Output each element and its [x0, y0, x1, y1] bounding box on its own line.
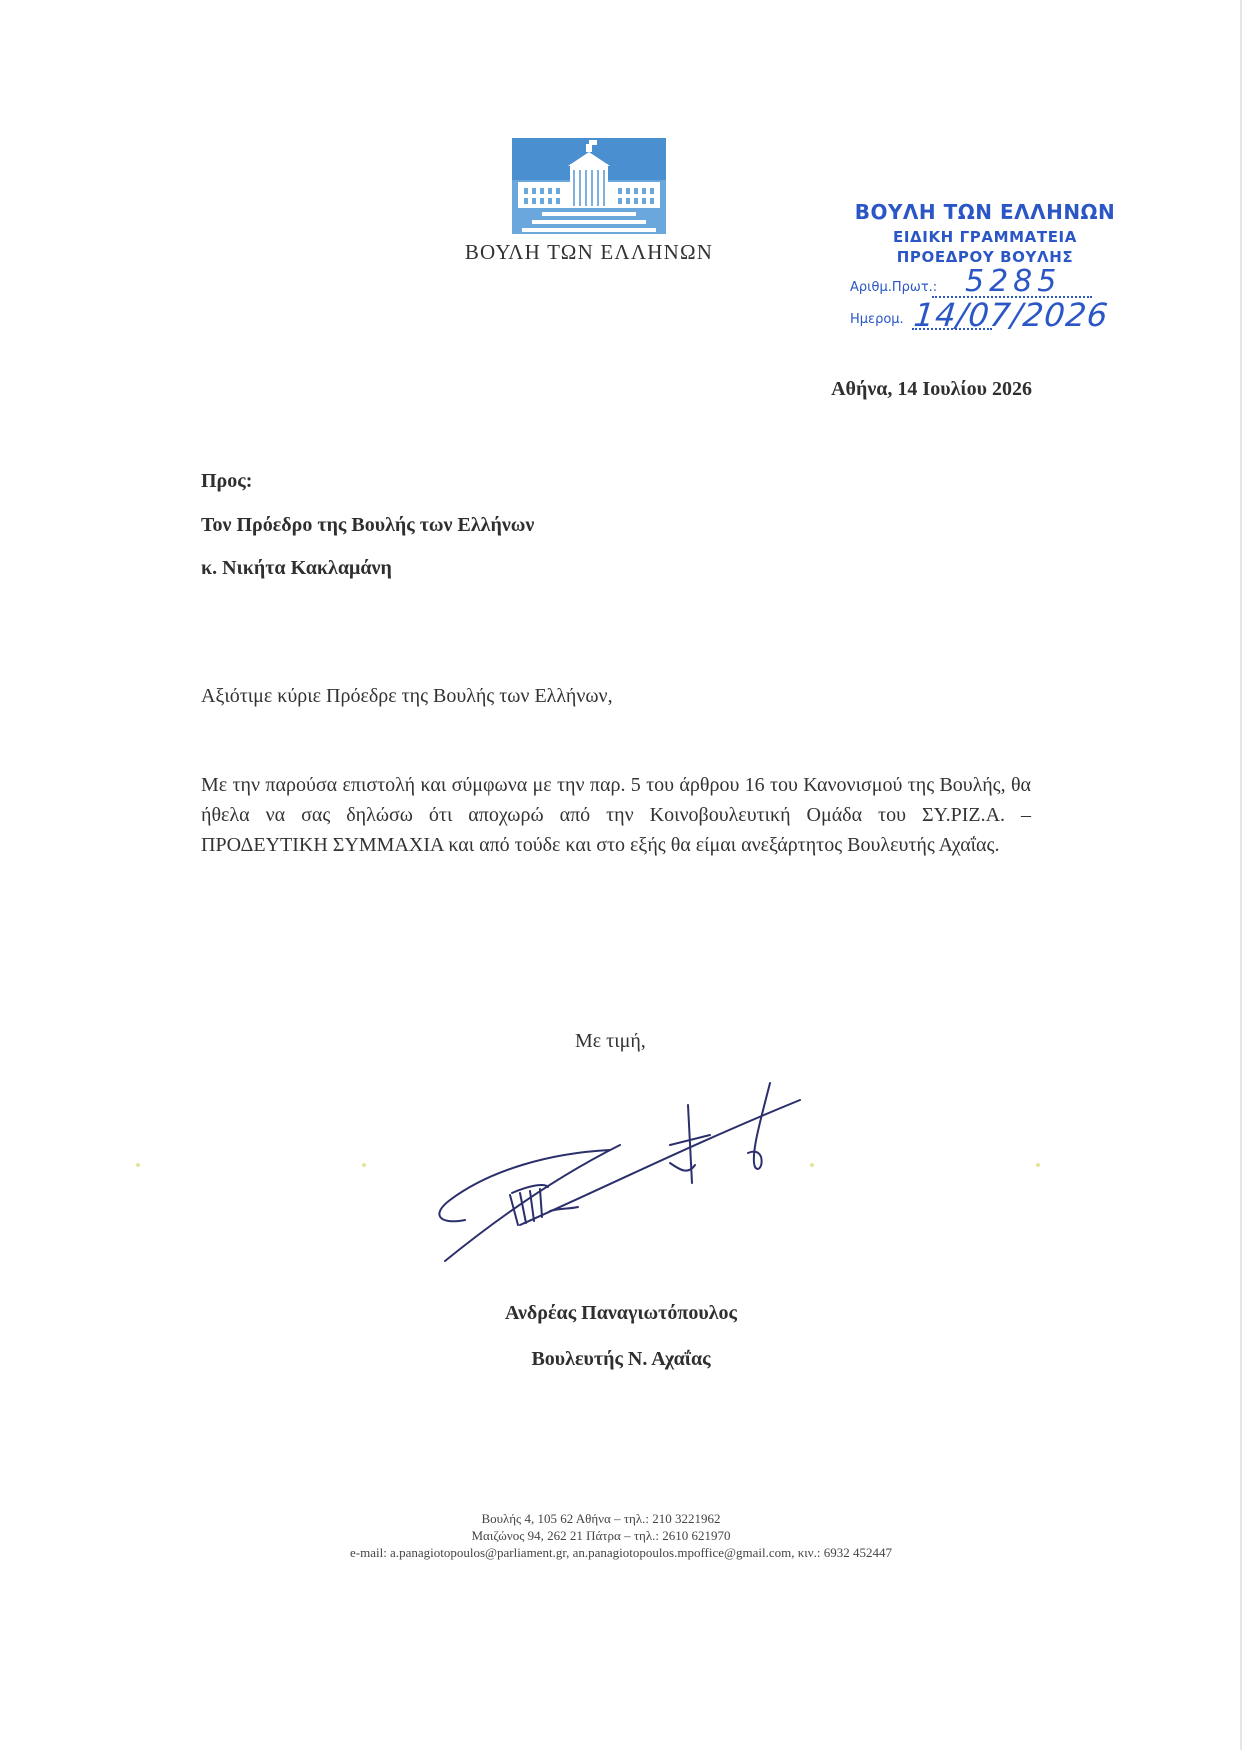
- letter-body: Με την παρούσα επιστολή και σύμφωνα με την παρ. 5 του άρθρου 16 του Κανονισμού της Βουλής, θα ήθελα να σας δηλώσω ότι αποχωρώ από την Κοινοβουλευτική Ομάδα του ΣΥ.ΡΙΖ.Α. – ΠΡΟΔΕΥΤΙΚΗ ΣΥΜΜΑΧΙΑ και από τούδε και στο εξής θα είμαι ανεξάρτητος Βουλευτής Αχαΐας.: [201, 774, 1031, 856]
- registration-stamp: [850, 200, 1170, 340]
- parliament-building-icon: [512, 138, 666, 234]
- stamp-protocol-number: 5285: [965, 264, 1062, 299]
- stamp-date-label: Ημερομ.: [850, 312, 904, 327]
- handwritten-signature: [430, 1075, 810, 1275]
- footer-contact: e-mail: a.panagiotopoulos@parliament.gr, an.panagiotopoulos.mpoffice@gmail.com, κιν.: 6932 452447: [349, 1545, 893, 1560]
- signer-title: Βουλευτής Ν. Αχαΐας: [531, 1348, 711, 1370]
- recipient-label: Προς:: [201, 470, 253, 492]
- letterhead-caption: ΒΟΥΛΗ ΤΩΝ ΕΛΛΗΝΩΝ: [464, 240, 714, 264]
- scan-dot: [362, 1163, 366, 1167]
- place-and-date: Αθήνα, 14 Ιουλίου 2026: [831, 378, 1032, 400]
- footer-athens-address: Βουλής 4, 105 62 Αθήνα – τηλ.: 210 3221962: [481, 1511, 721, 1526]
- stamp-office: ΠΡΟΕΔΡΟΥ ΒΟΥΛΗΣ: [896, 248, 1074, 266]
- scan-dot: [1036, 1163, 1040, 1167]
- stamp-title: ΒΟΥΛΗ ΤΩΝ ΕΛΛΗΝΩΝ: [854, 200, 1116, 224]
- scan-dot: [810, 1163, 814, 1167]
- recipient-person: κ. Νικήτα Κακλαμάνη: [201, 557, 392, 579]
- closing: Με τιμή,: [575, 1030, 646, 1052]
- stamp-date-value: 14/07/2026: [912, 296, 1111, 334]
- salutation: Αξιότιμε κύριε Πρόεδρε της Βουλής των Ελλήνων,: [201, 685, 613, 707]
- scan-dot: [136, 1163, 140, 1167]
- recipient-title: Τον Πρόεδρο της Βουλής των Ελλήνων: [201, 514, 535, 536]
- stamp-department: ΕΙΔΙΚΗ ΓΡΑΜΜΑΤΕΙΑ: [893, 228, 1077, 246]
- signer-name: Ανδρέας Παναγιωτόπουλος: [505, 1302, 737, 1324]
- stamp-protocol-label: Αριθμ.Πρωτ.:: [850, 280, 938, 295]
- footer-patras-address: Μαιζώνος 94, 262 21 Πάτρα – τηλ.: 2610 621970: [471, 1528, 731, 1543]
